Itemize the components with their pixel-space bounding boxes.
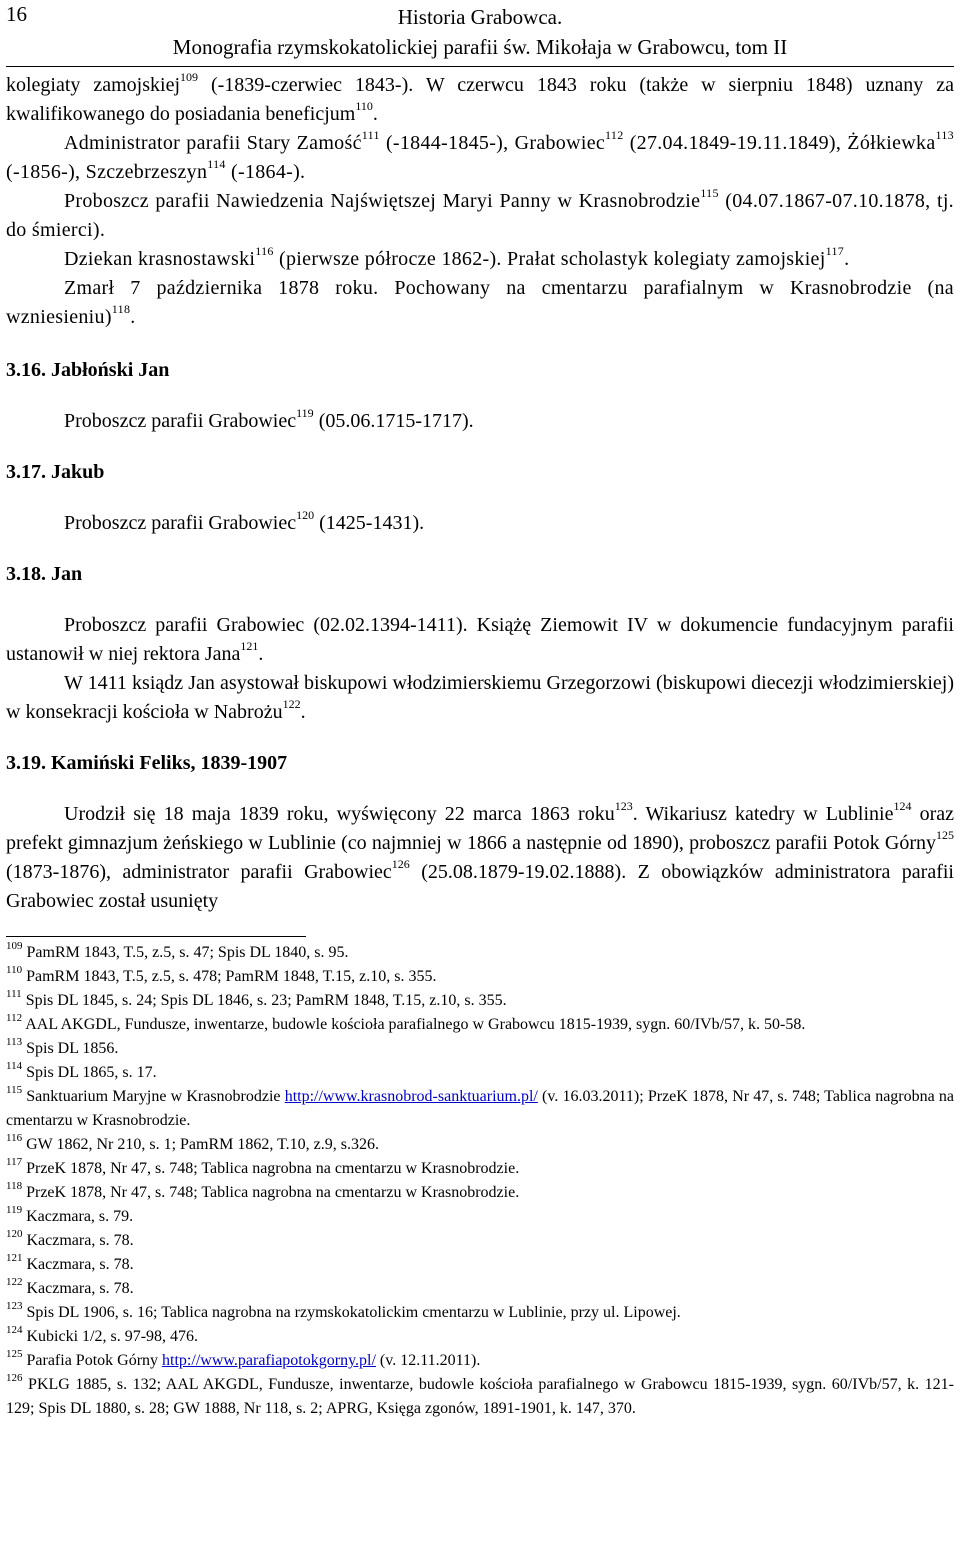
footnote-text: Spis DL 1865, s. 17. xyxy=(26,1064,157,1081)
footnote-number: 124 xyxy=(6,1323,23,1336)
footnote-ref[interactable]: 118 xyxy=(111,302,131,317)
footnote-number: 119 xyxy=(6,1203,23,1216)
footnote xyxy=(6,1253,954,1277)
footnote-ref[interactable]: 119 xyxy=(296,406,314,421)
footnote-ref[interactable]: 114 xyxy=(207,157,226,172)
footnote-number: 111 xyxy=(6,987,22,1000)
footnote-ref[interactable]: 121 xyxy=(240,639,259,654)
footnote xyxy=(6,1277,954,1301)
footnote-text: PKLG 1885, s. 132; AAL AKGDL, Fundusze, inwentarze, budowle kościoła parafialnego w Grabowcu 1815-1939, sygn. 60/IVb/57, k. 121-129; Spis DL 1880, s. 28; GW 1888, Nr 118, s. 2; APRG, Księga zgonów, 1891-1901, k. 147, 370. xyxy=(6,1376,955,1417)
page-number: 16 xyxy=(6,2,27,26)
footnote-number: 125 xyxy=(6,1347,23,1360)
footnote-ref[interactable]: 112 xyxy=(605,128,624,143)
footnote-text: PrzeK 1878, Nr 47, s. 748; Tablica nagrobna na cmentarzu w Krasnobrodzie. xyxy=(26,1160,520,1177)
footnote-text: Spis DL 1906, s. 16; Tablica nagrobna na rzymskokatolickim cmentarzu w Lublinie, przy ul. Lipowej. xyxy=(26,1304,681,1321)
footnote-ref[interactable]: 126 xyxy=(391,857,410,872)
footnote-link[interactable]: http://www.parafiapotokgorny.pl/ xyxy=(162,1352,376,1369)
footnote-text: Kaczmara, s. 79. xyxy=(26,1208,134,1225)
footnote xyxy=(6,965,954,989)
footnote xyxy=(6,1349,954,1373)
footnote-text: Kaczmara, s. 78. xyxy=(26,1232,134,1249)
footnote xyxy=(6,1181,954,1205)
footnote xyxy=(6,1013,954,1037)
footnote xyxy=(6,1157,954,1181)
page xyxy=(6,0,954,1421)
footnote xyxy=(6,1229,954,1253)
footnote xyxy=(6,1325,954,1349)
footnote-text: Kaczmara, s. 78. xyxy=(26,1280,134,1297)
footnote-link[interactable]: http://www.krasnobrod-sanktuarium.pl/ xyxy=(284,1088,538,1105)
footnote-ref[interactable]: 117 xyxy=(825,244,845,259)
footnote-ref[interactable]: 124 xyxy=(893,799,912,814)
footnote xyxy=(6,1085,954,1133)
footnote-text: Sanktuarium Maryjne w Krasnobrodzie xyxy=(26,1088,285,1105)
footnote-number: 126 xyxy=(6,1371,23,1384)
footnote-ref[interactable]: 122 xyxy=(282,697,301,712)
footnote-text: (v. 12.11.2011). xyxy=(375,1352,481,1369)
footnote-text: Parafia Potok Górny xyxy=(26,1352,163,1369)
footnote-text: Spis DL 1856. xyxy=(26,1040,119,1057)
paragraph: Zmarł 7 października 1878 roku. Pochowany na cmentarzu parafialnym w Krasnobrodzie (na wzniesieniu)$^{118}$. xyxy=(6,277,954,328)
footnote-number: 112 xyxy=(6,1011,23,1024)
paragraph: Administrator parafii Stary Zamość$^{111}$ (-1844-1845-), Grabowiec$^{112}$ (27.04.1849-19.11.1849), Żółkiewka$^{113}$ (-1856-), Szczebrzeszyn$^{114}$ (-1864-). xyxy=(6,128,954,183)
paragraph: Dziekan krasnostawski$^{116}$ (pierwsze półrocze 1862-). Prałat scholastyk kolegiaty zamojskiej$^{117}$. xyxy=(64,244,850,270)
footnote-number: 121 xyxy=(6,1251,23,1264)
section-heading: 3.19. Kamiński Feliks, 1839-1907 xyxy=(6,752,288,774)
paragraph: W 1411 ksiądz Jan asystował biskupowi włodzimierskiemu Grzegorzowi (biskupowi diecezji włodzimierskiej) w konsekracji kościoła w Nabrożu$^{122}$. xyxy=(6,672,954,723)
footnote-ref[interactable]: 123 xyxy=(614,799,633,814)
footnote-ref[interactable]: 109 xyxy=(180,70,199,85)
footnote-ref[interactable]: 125 xyxy=(936,828,954,843)
footnote-text: GW 1862, Nr 210, s. 1; PamRM 1862, T.10, z.9, s.326. xyxy=(26,1136,379,1153)
page-header xyxy=(6,0,954,67)
footnote-text: Spis DL 1845, s. 24; Spis DL 1846, s. 23; PamRM 1848, T.15, z.10, s. 355. xyxy=(25,992,507,1009)
section-heading: 3.17. Jakub xyxy=(6,461,105,483)
paragraph: kolegiaty zamojskiej$^{109}$ (-1839-czerwiec 1843-). W czerwcu 1843 roku (także w sierpniu 1848) uznany za kwalifikowanego do posiadania beneficjum$^{110}$. xyxy=(6,70,954,125)
footnote-number: 113 xyxy=(6,1035,23,1048)
footnotes xyxy=(6,941,954,1421)
running-title-line-2: Monografia rzymskokatolickiej parafii św. Mikołaja w Grabowcu, tom II xyxy=(172,35,788,59)
footnote-number: 116 xyxy=(6,1131,23,1144)
footnote-ref[interactable]: 111 xyxy=(361,128,380,143)
footnote-separator xyxy=(6,936,306,937)
footnote-number: 117 xyxy=(6,1155,23,1168)
footnote-text: PamRM 1843, T.5, z.5, s. 47; Spis DL 1840, s. 95. xyxy=(26,944,349,961)
footnote-text: Kubicki 1/2, s. 97-98, 476. xyxy=(26,1328,199,1345)
footnote-ref[interactable]: 120 xyxy=(296,508,315,523)
section-heading: 3.18. Jan xyxy=(6,563,83,585)
footnote xyxy=(6,989,954,1013)
paragraph: Proboszcz parafii Grabowiec$^{119}$ (05.06.1715-1717). xyxy=(64,406,474,432)
footnote xyxy=(6,1301,954,1325)
footnote-number: 114 xyxy=(6,1059,23,1072)
footnote xyxy=(6,1133,954,1157)
footnote-number: 118 xyxy=(6,1179,23,1192)
paragraph: Proboszcz parafii Grabowiec (02.02.1394-1411). Książę Ziemowit IV w dokumencie fundacyjnym parafii ustanowił w niej rektora Jana$^{121}$. xyxy=(6,614,954,665)
footnote-number: 110 xyxy=(6,963,23,976)
footnote xyxy=(6,1037,954,1061)
footnote-text: PamRM 1843, T.5, z.5, s. 478; PamRM 1848, T.15, z.10, s. 355. xyxy=(26,968,437,985)
paragraph: Urodził się 18 maja 1839 roku, wyświęcony 22 marca 1863 roku$^{123}$. Wikariusz katedry w Lublinie$^{124}$ oraz prefekt gimnazjum żeńskiego w Lublinie (co najmniej w 1866 a następnie od 1890), proboszcz parafii Potok Górny$^{125}$ (1873-1876), administrator parafii Grabowiec$^{126}$ (25.08.1879-19.02.1888). Z obowiązków administratora parafii Grabowiec został usunięty xyxy=(6,799,955,912)
footnote-text: Kaczmara, s. 78. xyxy=(26,1256,134,1273)
footnote xyxy=(6,941,954,965)
running-title xyxy=(6,2,954,62)
footnote-ref[interactable]: 113 xyxy=(935,128,954,143)
paragraph: Proboszcz parafii Nawiedzenia Najświętszej Maryi Panny w Krasnobrodzie$^{115}$ (04.07.1867-07.10.1878, tj. do śmierci). xyxy=(6,186,954,241)
running-title-line-1: Historia Grabowca. xyxy=(397,5,563,29)
paragraph: Proboszcz parafii Grabowiec$^{120}$ (1425-1431). xyxy=(64,508,425,534)
footnote-text: (v. 16.03.2011); PrzeK 1878, Nr 47, s. 748; Tablica nagrobna na cmentarzu w Krasnobrodzie. xyxy=(6,1088,955,1129)
footnote-ref[interactable]: 116 xyxy=(255,244,274,259)
main-text xyxy=(6,71,954,916)
footnote-number: 122 xyxy=(6,1275,23,1288)
footnote xyxy=(6,1205,954,1229)
footnote-number: 123 xyxy=(6,1299,23,1312)
footnote-ref[interactable]: 115 xyxy=(700,186,719,201)
footnote xyxy=(6,1061,954,1085)
footnote-number: 120 xyxy=(6,1227,23,1240)
section-heading: 3.16. Jabłoński Jan xyxy=(6,359,170,381)
footnote-number: 115 xyxy=(6,1083,23,1096)
footnote xyxy=(6,1373,954,1421)
footnote-number: 109 xyxy=(6,939,23,952)
footnote-text: PrzeK 1878, Nr 47, s. 748; Tablica nagrobna na cmentarzu w Krasnobrodzie. xyxy=(26,1184,520,1201)
footnote-text: AAL AKGDL, Fundusze, inwentarze, budowle kościoła parafialnego w Grabowcu 1815-1939, sygn. 60/IVb/57, k. 50-58. xyxy=(25,1016,806,1033)
footnote-ref[interactable]: 110 xyxy=(355,99,373,114)
